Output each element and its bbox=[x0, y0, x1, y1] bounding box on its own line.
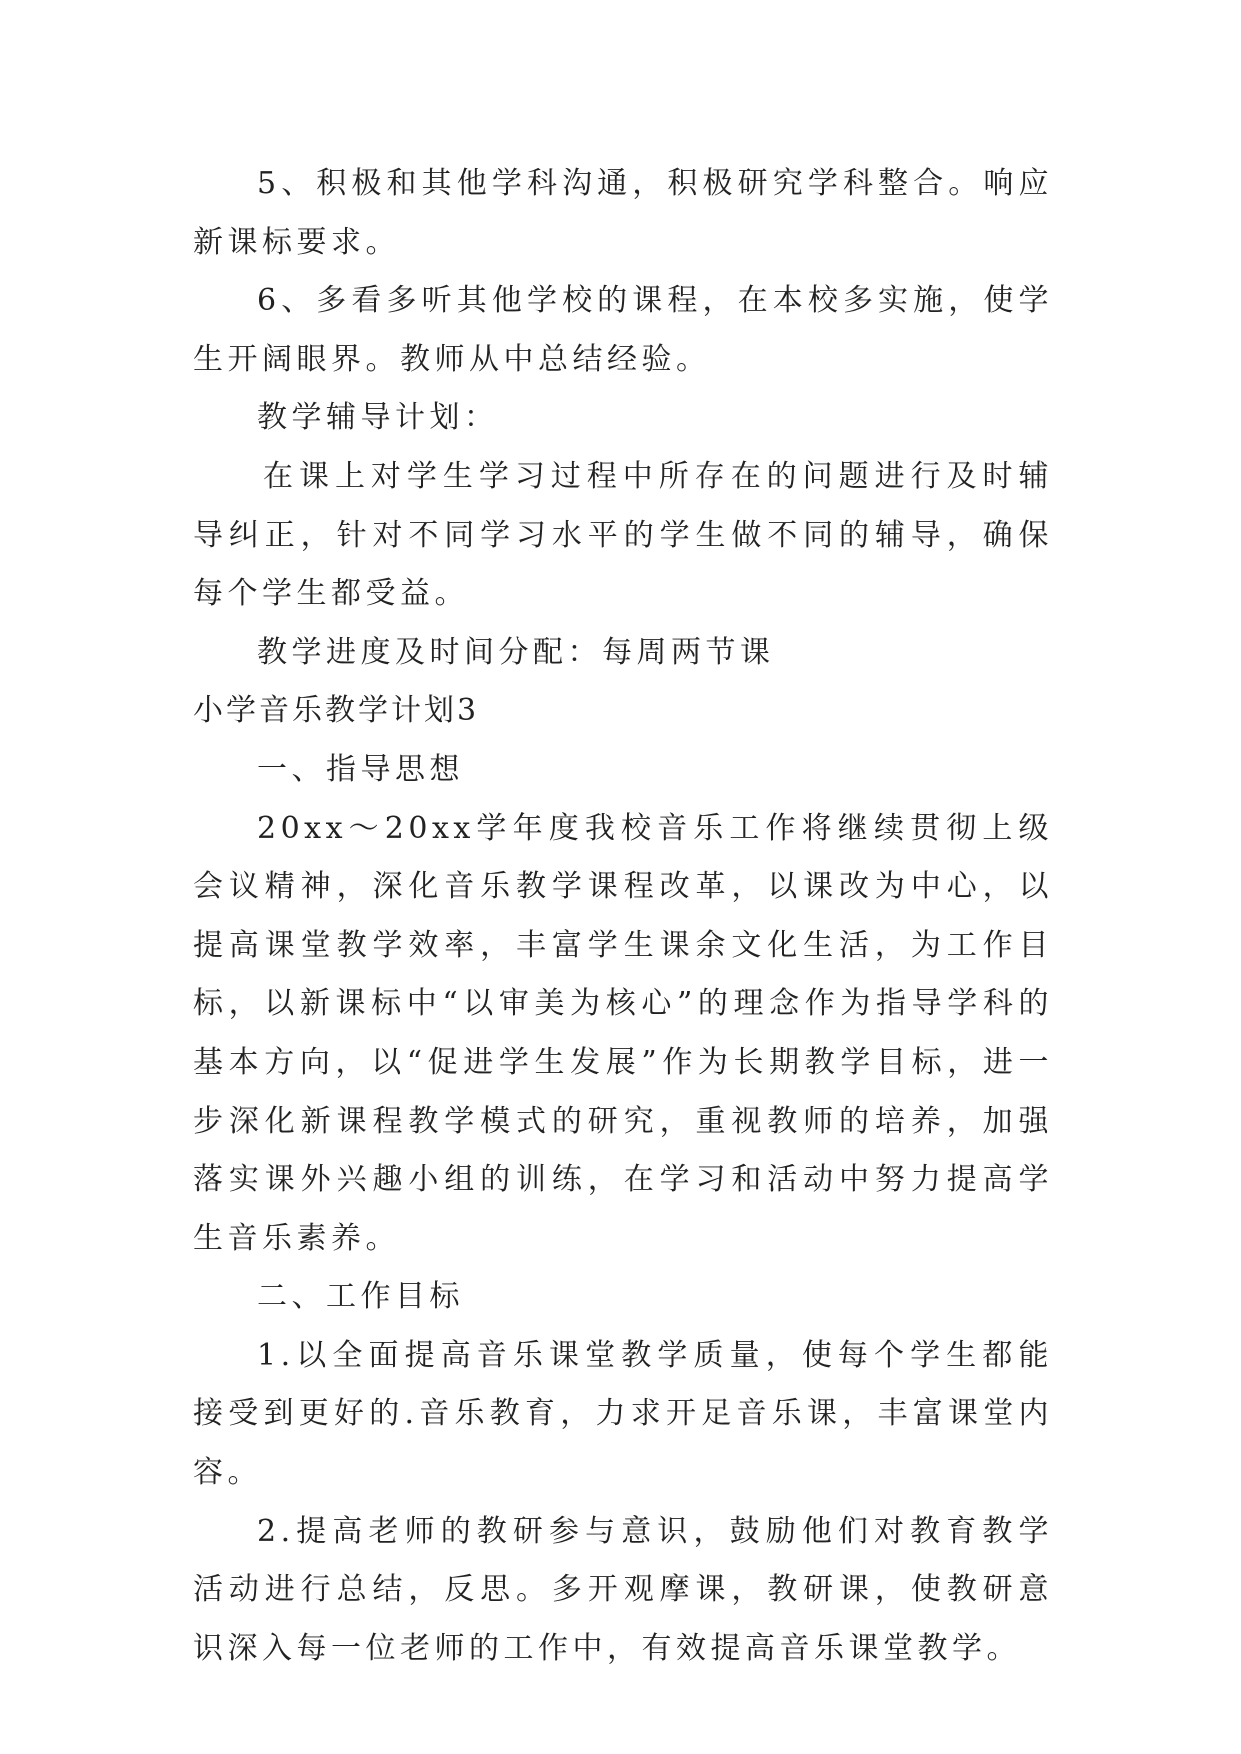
heading-guiding-ideology: 一、指导思想 bbox=[257, 751, 464, 787]
paragraph-item-6: 6、多看多听其他学校的课程，在本校多实施，使学生开阔眼界。教师从中总结经验。 bbox=[193, 283, 1053, 377]
paragraph-schedule: 教学进度及时间分配：每周两节课 bbox=[257, 634, 775, 670]
paragraph-goal-1: 1.以全面提高音乐课堂教学质量，使每个学生都能接受到更好的.音乐教育，力求开足音乐课，丰富课堂内容。 bbox=[193, 1337, 1053, 1491]
section-title: 小学音乐教学计划3 bbox=[193, 693, 480, 729]
paragraph-tutoring-heading: 教学辅导计划： bbox=[257, 400, 499, 436]
paragraph-guiding-ideology: 20xx～20xx学年度我校音乐工作将继续贯彻上级会议精神，深化音乐教学课程改革，以课改为中心，以提高课堂教学效率，丰富学生课余文化生活，为工作目标，以新课标中“以审美为核心”的理念作为指导学科的基本方向，以“促进学生发展”作为长期教学目标，进一步深化新课程教学模式的研究，重视教师的培养，加强落实课外兴趣小组的训练，在学习和活动中努力提高学生音乐素养。 bbox=[193, 810, 1053, 1256]
heading-work-goals: 二、工作目标 bbox=[257, 1279, 464, 1315]
document-body bbox=[193, 155, 1053, 1678]
paragraph-item-5: 5、积极和其他学科沟通，积极研究学科整合。响应新课标要求。 bbox=[193, 166, 1053, 260]
paragraph-goal-2: 2.提高老师的教研参与意识，鼓励他们对教育教学活动进行总结，反思。多开观摩课，教研课，使教研意识深入每一位老师的工作中，有效提高音乐课堂教学。 bbox=[193, 1513, 1053, 1666]
paragraph-tutoring-body: 在课上对学生学习过程中所存在的问题进行及时辅导纠正，针对不同学习水平的学生做不同的辅导，确保每个学生都受益。 bbox=[193, 458, 1053, 612]
